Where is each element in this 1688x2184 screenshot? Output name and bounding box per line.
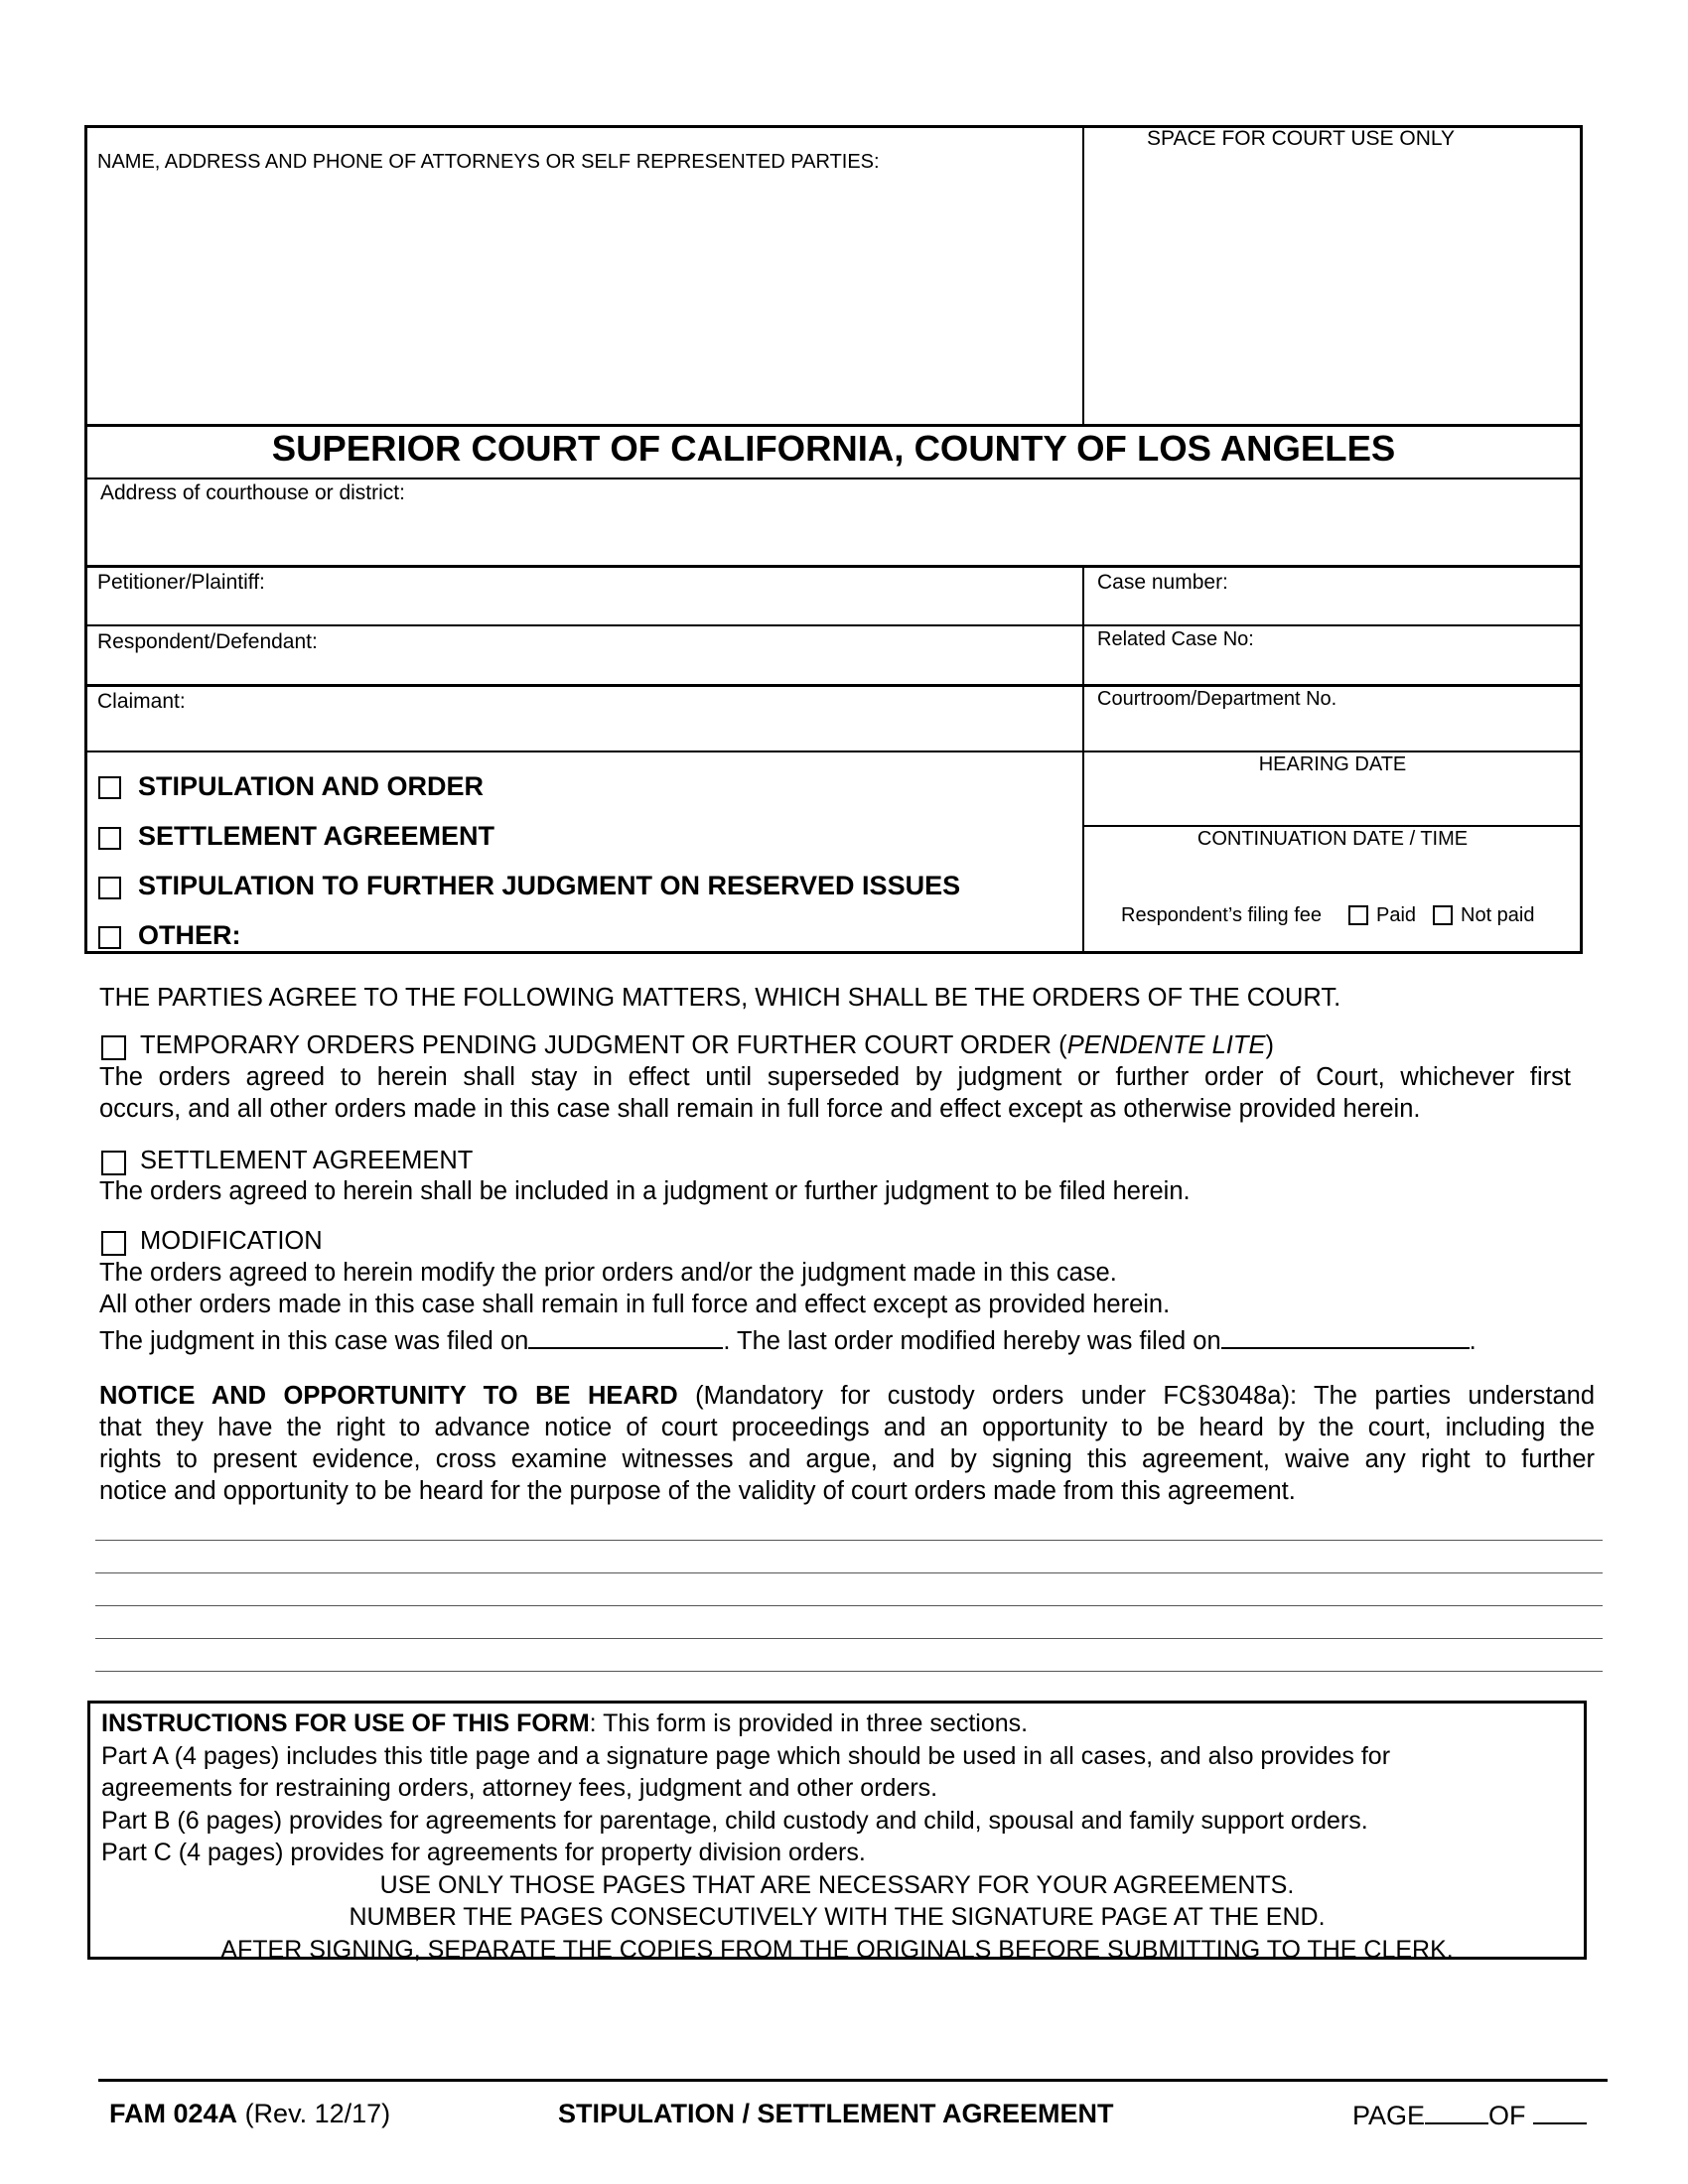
courtroom-field[interactable] bbox=[1092, 715, 1579, 748]
writing-line[interactable] bbox=[95, 1572, 1603, 1573]
judgment-filed-date-field[interactable] bbox=[528, 1321, 723, 1349]
writing-line[interactable] bbox=[95, 1671, 1603, 1672]
divider bbox=[84, 478, 1583, 479]
claimant-field[interactable] bbox=[209, 689, 1072, 748]
instructions-line: agreements for restraining orders, attorney fees, judgment and other orders. bbox=[101, 1774, 938, 1802]
other-checkbox[interactable] bbox=[98, 926, 121, 949]
related-case-label: Related Case No: bbox=[1097, 628, 1254, 650]
court-title: SUPERIOR COURT OF CALIFORNIA, COUNTY OF LOS ANGELES bbox=[271, 428, 1396, 469]
temporary-orders-text: occurs, and all other orders made in this case shall remain in full force and effect except as otherwise provided herein. bbox=[99, 1095, 1421, 1123]
petitioner-field[interactable] bbox=[298, 570, 1072, 621]
notice-text: that they have the right to advance notice of court proceedings and an opportunity to be heard by the court, including the bbox=[99, 1414, 1595, 1441]
divider bbox=[1082, 825, 1583, 827]
footer-title: STIPULATION / SETTLEMENT AGREEMENT bbox=[558, 2099, 1114, 2128]
form-type-label: SETTLEMENT AGREEMENT bbox=[138, 821, 495, 851]
hearing-date-label: HEARING DATE bbox=[1258, 753, 1407, 775]
divider bbox=[1082, 125, 1084, 426]
settlement-text: The orders agreed to herein shall be included in a judgment or further judgment to be filed herein. bbox=[99, 1177, 1191, 1205]
notice-text: rights to present evidence, cross examine witnesses and argue, and by signing this agreement, waive any right to further bbox=[99, 1445, 1595, 1473]
hearing-date-field[interactable] bbox=[1092, 780, 1579, 822]
divider bbox=[84, 565, 1583, 568]
instructions-line: USE ONLY THOSE PAGES THAT ARE NECESSARY FOR YOUR AGREEMENTS. bbox=[379, 1870, 1295, 1899]
page-number-field[interactable] bbox=[1425, 2099, 1488, 2124]
settlement-title: SETTLEMENT AGREEMENT bbox=[140, 1147, 474, 1174]
modification-title: MODIFICATION bbox=[140, 1227, 323, 1255]
modification-checkbox[interactable] bbox=[101, 1231, 126, 1256]
paid-label: Paid bbox=[1376, 904, 1417, 926]
writing-line[interactable] bbox=[95, 1638, 1603, 1639]
case-number-field[interactable] bbox=[1256, 570, 1579, 621]
modification-text: The orders agreed to herein modify the prior orders and/or the judgment made in this case. bbox=[99, 1259, 1117, 1287]
writing-line[interactable] bbox=[95, 1605, 1603, 1606]
page-total-field[interactable] bbox=[1533, 2099, 1587, 2124]
settlement-agreement-checkbox[interactable] bbox=[98, 827, 121, 850]
instructions-line: Part C (4 pages) provides for agreements for property division orders. bbox=[101, 1839, 866, 1866]
filing-fee-label: Respondent’s filing fee bbox=[1121, 904, 1322, 926]
page-number: PAGE OF bbox=[1352, 2099, 1587, 2131]
fee-paid-checkbox[interactable] bbox=[1348, 905, 1368, 925]
divider bbox=[84, 624, 1583, 626]
case-number-label: Case number: bbox=[1097, 571, 1228, 594]
address-label: Address of courthouse or district: bbox=[100, 481, 405, 504]
continuation-field[interactable] bbox=[1092, 856, 1579, 895]
modification-text: All other orders made in this case shall remain in full force and effect except as provided herein. bbox=[99, 1291, 1171, 1318]
respondent-label: Respondent/Defendant: bbox=[97, 630, 318, 653]
instructions-line: Part A (4 pages) includes this title page and a signature page which should be used in all cases, and also provides for bbox=[101, 1741, 1391, 1770]
last-order-date-field[interactable] bbox=[1221, 1321, 1470, 1349]
instructions-box bbox=[87, 1701, 1587, 1964]
modification-filing-line: The judgment in this case was filed on . The last order modified hereby was filed on . bbox=[99, 1321, 1477, 1357]
notice-text: NOTICE AND OPPORTUNITY TO BE HEARD (Mandatory for custody orders under FC§3048a): The parties understand bbox=[99, 1382, 1596, 1410]
writing-line[interactable] bbox=[95, 1540, 1603, 1541]
divider bbox=[84, 751, 1583, 752]
instructions-line: AFTER SIGNING, SEPARATE THE COPIES FROM THE ORIGINALS BEFORE SUBMITTING TO THE CLERK. bbox=[220, 1935, 1454, 1964]
form-type-label: STIPULATION TO FURTHER JUDGMENT ON RESERVED ISSUES bbox=[138, 871, 961, 900]
instructions-line: NUMBER THE PAGES CONSECUTIVELY WITH THE SIGNATURE PAGE AT THE END. bbox=[349, 1903, 1326, 1931]
related-case-field[interactable] bbox=[1276, 628, 1579, 681]
settlement-checkbox[interactable] bbox=[101, 1151, 126, 1175]
respondent-field[interactable] bbox=[362, 628, 1072, 681]
temporary-orders-title: TEMPORARY ORDERS PENDING JUDGMENT OR FURTHER COURT ORDER (PENDENTE LITE) bbox=[140, 1031, 1274, 1059]
fee-not-paid-checkbox[interactable] bbox=[1433, 905, 1453, 925]
form-id: FAM 024A (Rev. 12/17) bbox=[109, 2099, 391, 2128]
form-type-label: STIPULATION AND ORDER bbox=[138, 771, 484, 801]
intro-text: THE PARTIES AGREE TO THE FOLLOWING MATTERS, WHICH SHALL BE THE ORDERS OF THE COURT. bbox=[99, 984, 1341, 1012]
courtroom-label: Courtroom/Department No. bbox=[1097, 688, 1337, 710]
notice-text: notice and opportunity to be heard for the purpose of the validity of court orders made from this agreement. bbox=[99, 1477, 1296, 1505]
divider bbox=[84, 424, 1583, 427]
address-field[interactable] bbox=[89, 508, 1579, 563]
claimant-label: Claimant: bbox=[97, 690, 186, 713]
temporary-orders-text: The orders agreed to herein shall stay in effect until superseded by judgment or further order of Court, whichever first bbox=[99, 1063, 1571, 1091]
divider bbox=[84, 684, 1583, 687]
court-use-label: SPACE FOR COURT USE ONLY bbox=[1147, 127, 1456, 150]
petitioner-label: Petitioner/Plaintiff: bbox=[97, 571, 265, 594]
further-judgment-checkbox[interactable] bbox=[98, 877, 121, 899]
instructions-heading: INSTRUCTIONS FOR USE OF THIS FORM: This form is provided in three sections. bbox=[101, 1709, 1029, 1737]
form-type-label: OTHER: bbox=[138, 920, 241, 950]
temporary-orders-checkbox[interactable] bbox=[101, 1035, 126, 1060]
attorney-label: NAME, ADDRESS AND PHONE OF ATTORNEYS OR SELF REPRESENTED PARTIES: bbox=[97, 151, 880, 173]
continuation-label: CONTINUATION DATE / TIME bbox=[1196, 828, 1469, 850]
attorney-field[interactable] bbox=[89, 189, 1077, 419]
stipulation-and-order-checkbox[interactable] bbox=[98, 776, 121, 799]
instructions-line: Part B (6 pages) provides for agreements for parentage, child custody and child, spousal and family support orders. bbox=[101, 1806, 1368, 1835]
not-paid-label: Not paid bbox=[1461, 904, 1535, 926]
footer-rule bbox=[98, 2079, 1608, 2082]
